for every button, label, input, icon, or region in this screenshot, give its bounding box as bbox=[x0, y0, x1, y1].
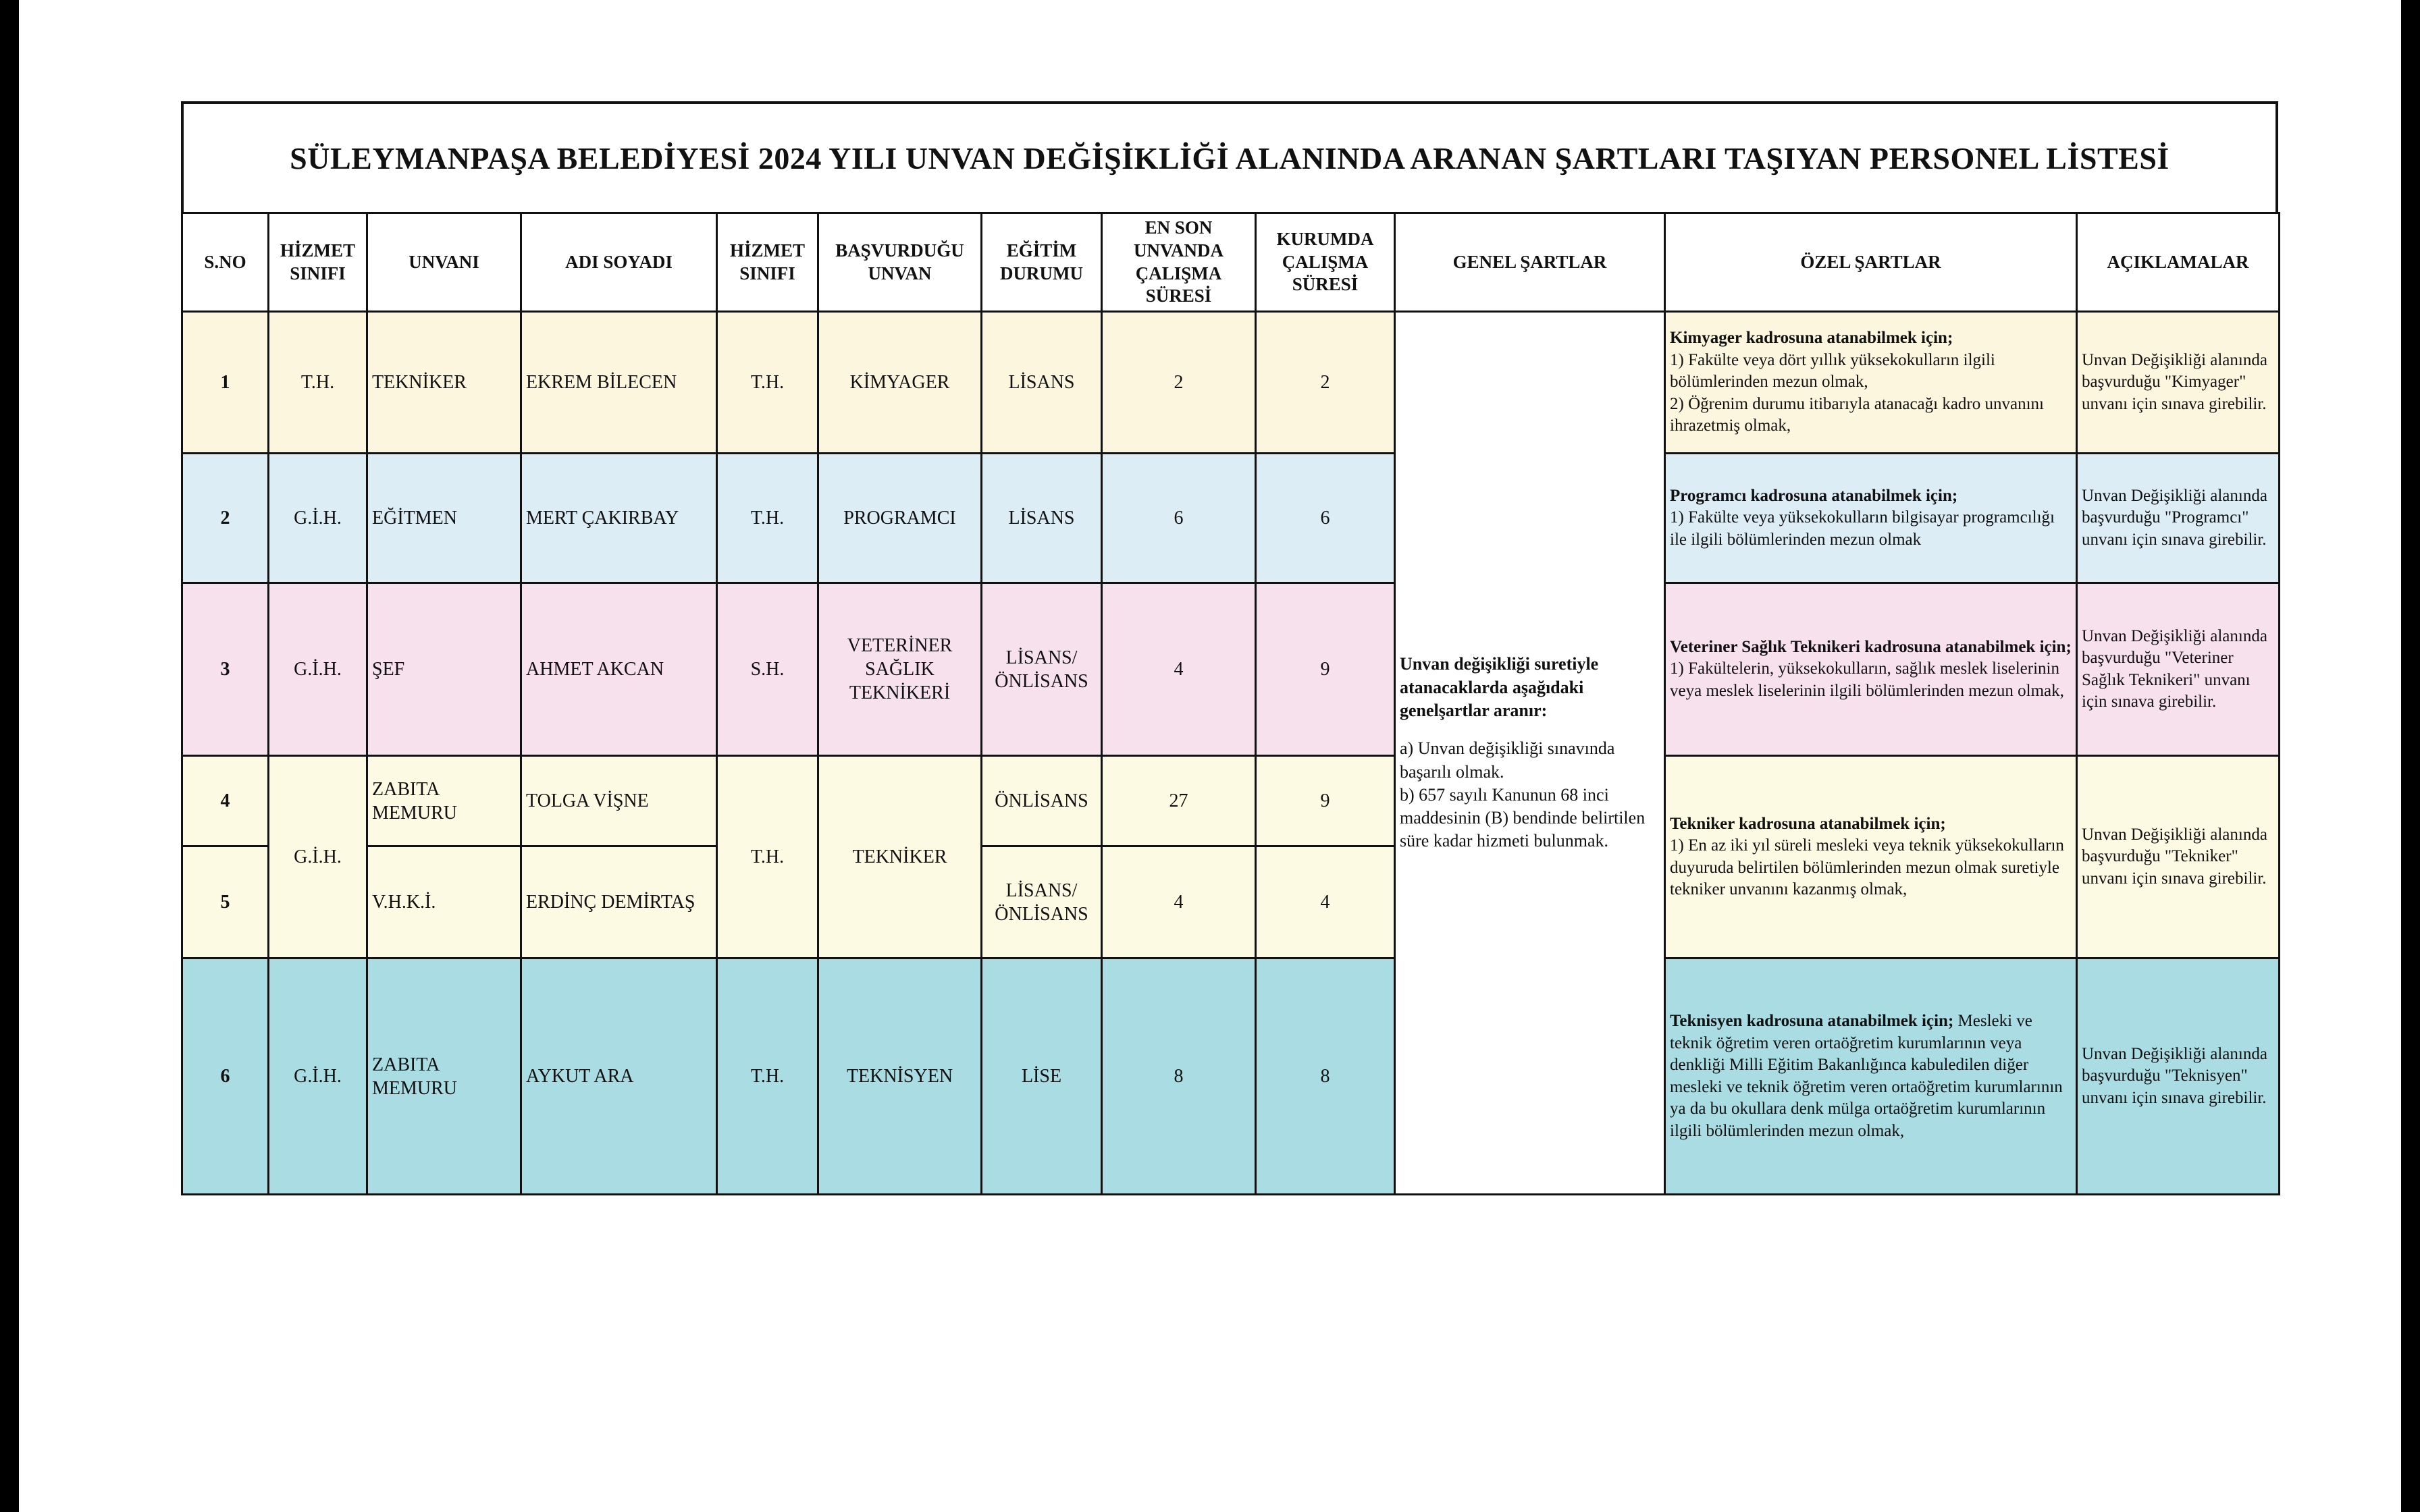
cell-sno: 3 bbox=[182, 583, 269, 756]
col-header-aciklamalar: AÇIKLAMALAR bbox=[2077, 213, 2280, 312]
cell-aciklama: Unvan Değişikliği alanında başvurduğu "Teknisyen" unvanı için sınava girebilir. bbox=[2077, 959, 2280, 1195]
cell-basvurdugu-unvan: TEKNİSYEN bbox=[818, 959, 982, 1195]
cell-basvurdugu-unvan: TEKNİKER bbox=[818, 756, 982, 959]
cell-adi-soyadi: AHMET AKCAN bbox=[521, 583, 717, 756]
cell-hizmet-sinifi: G.İ.H. bbox=[269, 454, 367, 583]
ozel-line: 1) Fakülte veya dört yıllık yüksekokulların ilgili bölümlerinden mezun olmak, bbox=[1670, 350, 1995, 392]
cell-basvurdugu-unvan: PROGRAMCI bbox=[818, 454, 982, 583]
ozel-line: 1) En az iki yıl süreli mesleki veya teknik yüksekokulların duyuruda belirtilen bölümlerinden mezun olmak suretiyle tekniker unvanını kazanmış olmak, bbox=[1670, 836, 2064, 898]
cell-egitim: LİSANS bbox=[982, 312, 1102, 454]
table-row bbox=[182, 583, 2280, 756]
cell-unvani: ŞEF bbox=[367, 583, 521, 756]
table-row bbox=[182, 454, 2280, 583]
ozel-head: Teknisyen kadrosuna atanabilmek için; bbox=[1670, 1012, 1954, 1030]
cell-unvani: EĞİTMEN bbox=[367, 454, 521, 583]
cell-basvurdugu-unvan: KİMYAGER bbox=[818, 312, 982, 454]
ozel-head: Programcı kadrosuna atanabilmek için; bbox=[1670, 486, 1958, 505]
cell-ozel-sartlar bbox=[1665, 959, 2077, 1195]
cell-aciklama: Unvan Değişikliği alanında başvurduğu "Veteriner Sağlık Teknikeri" unvanı için sınava girebilir. bbox=[2077, 583, 2280, 756]
cell-adi-soyadi: ERDİNÇ DEMİRTAŞ bbox=[521, 846, 717, 959]
cell-hizmet-sinifi: T.H. bbox=[269, 312, 367, 454]
ozel-tail: Mesleki ve teknik öğretim veren ortaöğretim kurumlarının veya denkliği Milli Eğitim Bakanlığınca kabuledilen diğer mesleki ve teknik öğretim veren ortaöğretim kurumlarının ya da bu okullara denk mülga ortaöğretim kurumlarının ilgili bölümlerinden mezun olmak, bbox=[1670, 1012, 2063, 1140]
ozel-head: Tekniker kadrosuna atanabilmek için; bbox=[1670, 814, 1946, 833]
cell-hizmet-sinifi-2: T.H. bbox=[717, 454, 818, 583]
cell-basvurdugu-unvan: VETERİNER SAĞLIK TEKNİKERİ bbox=[818, 583, 982, 756]
col-header-sno: S.NO bbox=[182, 213, 269, 312]
cell-egitim: ÖNLİSANS bbox=[982, 756, 1102, 846]
col-header-en-son-unvanda: EN SON UNVANDA ÇALIŞMA SÜRESİ bbox=[1102, 213, 1256, 312]
cell-adi-soyadi: AYKUT ARA bbox=[521, 959, 717, 1195]
cell-egitim: LİSE bbox=[982, 959, 1102, 1195]
genel-sartlar-a: a) Unvan değişikliği sınavında başarılı olmak. bbox=[1400, 738, 1615, 782]
cell-sno: 2 bbox=[182, 454, 269, 583]
table-row bbox=[182, 959, 2280, 1195]
cell-kurumda: 9 bbox=[1256, 756, 1395, 846]
cell-kurumda: 6 bbox=[1256, 454, 1395, 583]
cell-sno: 4 bbox=[182, 756, 269, 846]
cell-hizmet-sinifi: G.İ.H. bbox=[269, 959, 367, 1195]
cell-ozel-sartlar bbox=[1665, 583, 2077, 756]
cell-adi-soyadi: MERT ÇAKIRBAY bbox=[521, 454, 717, 583]
cell-en-son: 27 bbox=[1102, 756, 1256, 846]
cell-hizmet-sinifi: G.İ.H. bbox=[269, 583, 367, 756]
ozel-head: Veteriner Sağlık Teknikeri kadrosuna atanabilmek için; bbox=[1670, 637, 2072, 656]
cell-hizmet-sinifi: G.İ.H. bbox=[269, 756, 367, 959]
col-header-unvani: UNVANI bbox=[367, 213, 521, 312]
document-title: SÜLEYMANPAŞA BELEDİYESİ 2024 YILI UNVAN DEĞİŞİKLİĞİ ALANINDA ARANAN ŞARTLARI TAŞIYAN PERSONEL LİSTESİ bbox=[290, 140, 2169, 176]
table-row bbox=[182, 312, 2280, 454]
personnel-table bbox=[181, 212, 2280, 1195]
col-header-egitim-durumu: EĞİTİM DURUMU bbox=[982, 213, 1102, 312]
personnel-document bbox=[181, 101, 2278, 1195]
genel-sartlar-lead: Unvan değişikliği suretiyle atanacaklarda aşağıdaki genelşartlar aranır: bbox=[1400, 654, 1599, 720]
cell-hizmet-sinifi-2: T.H. bbox=[717, 756, 818, 959]
cell-hizmet-sinifi-2: T.H. bbox=[717, 312, 818, 454]
cell-en-son: 4 bbox=[1102, 583, 1256, 756]
cell-ozel-sartlar bbox=[1665, 312, 2077, 454]
table-row bbox=[182, 756, 2280, 846]
cell-kurumda: 8 bbox=[1256, 959, 1395, 1195]
cell-ozel-sartlar bbox=[1665, 756, 2077, 959]
cell-unvani: TEKNİKER bbox=[367, 312, 521, 454]
cell-en-son: 6 bbox=[1102, 454, 1256, 583]
col-header-ozel-sartlar: ÖZEL ŞARTLAR bbox=[1665, 213, 2077, 312]
scanned-page bbox=[19, 0, 2401, 1512]
cell-kurumda: 2 bbox=[1256, 312, 1395, 454]
col-header-genel-sartlar: GENEL ŞARTLAR bbox=[1395, 213, 1665, 312]
cell-aciklama: Unvan Değişikliği alanında başvurduğu "Tekniker" unvanı için sınava girebilir. bbox=[2077, 756, 2280, 959]
col-header-kurumda: KURUMDA ÇALIŞMA SÜRESİ bbox=[1256, 213, 1395, 312]
ozel-line: 1) Fakültelerin, yüksekokulların, sağlık meslek liselerinin veya meslek liselerinin ilgili bölümlerinden mezun olmak, bbox=[1670, 659, 2064, 700]
cell-unvani: V.H.K.İ. bbox=[367, 846, 521, 959]
cell-adi-soyadi: TOLGA VİŞNE bbox=[521, 756, 717, 846]
header-row bbox=[182, 213, 2280, 312]
ozel-line: 2) Öğrenim durumu itibarıyla atanacağı kadro unvanını ihrazetmiş olmak, bbox=[1670, 394, 2044, 435]
title-box bbox=[181, 101, 2278, 212]
cell-ozel-sartlar bbox=[1665, 454, 2077, 583]
ozel-head: Kimyager kadrosuna atanabilmek için; bbox=[1670, 329, 1953, 348]
cell-aciklama: Unvan Değişikliği alanında başvurduğu "Programcı" unvanı için sınava girebilir. bbox=[2077, 454, 2280, 583]
cell-unvani: ZABITA MEMURU bbox=[367, 959, 521, 1195]
cell-sno: 5 bbox=[182, 846, 269, 959]
cell-adi-soyadi: EKREM BİLECEN bbox=[521, 312, 717, 454]
cell-hizmet-sinifi-2: T.H. bbox=[717, 959, 818, 1195]
cell-kurumda: 9 bbox=[1256, 583, 1395, 756]
cell-sno: 6 bbox=[182, 959, 269, 1195]
cell-en-son: 4 bbox=[1102, 846, 1256, 959]
cell-en-son: 8 bbox=[1102, 959, 1256, 1195]
genel-sartlar-b: b) 657 sayılı Kanunun 68 inci maddesinin (B) bendinde belirtilen süre kadar hizmeti bulunmak. bbox=[1400, 784, 1646, 851]
cell-sno: 1 bbox=[182, 312, 269, 454]
cell-kurumda: 4 bbox=[1256, 846, 1395, 959]
col-header-basvurdugu-unvan: BAŞVURDUĞU UNVAN bbox=[818, 213, 982, 312]
cell-egitim: LİSANS bbox=[982, 454, 1102, 583]
cell-egitim: LİSANS/ÖNLİSANS bbox=[982, 583, 1102, 756]
cell-egitim: LİSANS/ÖNLİSANS bbox=[982, 846, 1102, 959]
cell-en-son: 2 bbox=[1102, 312, 1256, 454]
cell-unvani: ZABITA MEMURU bbox=[367, 756, 521, 846]
cell-hizmet-sinifi-2: S.H. bbox=[717, 583, 818, 756]
cell-aciklama: Unvan Değişikliği alanında başvurduğu "Kimyager" unvanı için sınava girebilir. bbox=[2077, 312, 2280, 454]
ozel-line: 1) Fakülte veya yüksekokulların bilgisayar programcılığı ile ilgili bölümlerinden mezun olmak bbox=[1670, 508, 2055, 549]
cell-genel-sartlar bbox=[1395, 312, 1665, 1195]
col-header-hizmet-sinifi-2: HİZMET SINIFI bbox=[717, 213, 818, 312]
col-header-adi-soyadi: ADI SOYADI bbox=[521, 213, 717, 312]
col-header-hizmet-sinifi: HİZMET SINIFI bbox=[269, 213, 367, 312]
